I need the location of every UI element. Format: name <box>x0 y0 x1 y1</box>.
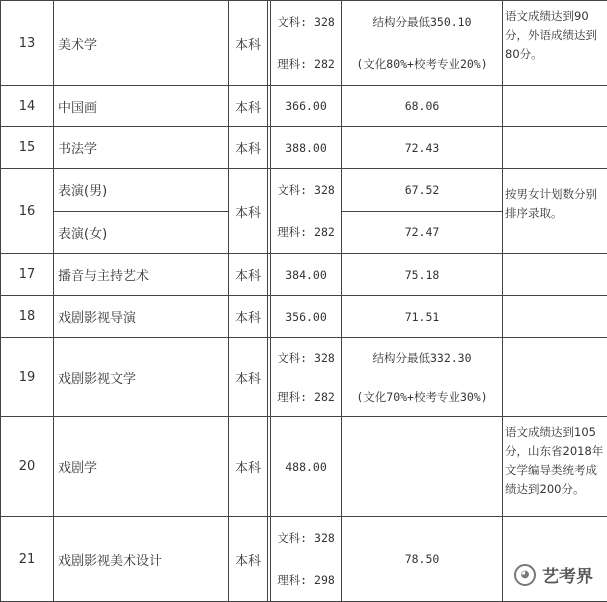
row-number: 14 <box>1 86 54 127</box>
degree-level: 本科 <box>229 127 268 169</box>
line-text: 结构分最低350.10 <box>342 14 502 30</box>
major-name: 书法学 <box>54 127 229 169</box>
degree-level: 本科 <box>229 296 268 338</box>
score-wen: 文科: 328 <box>271 14 341 30</box>
line-cell: 68.06 <box>342 86 503 127</box>
row-number: 19 <box>1 338 54 417</box>
line-note: (文化70%+校考专业30%) <box>342 389 502 405</box>
line-cell <box>342 338 503 417</box>
remark-cell: 语文成绩达到90分，外语成绩达到80分。 <box>503 1 607 86</box>
score-wen: 文科: 328 <box>271 530 341 546</box>
remark-cell <box>503 338 607 417</box>
degree-level: 本科 <box>229 86 268 127</box>
table-row <box>1 417 607 517</box>
score-li: 理科: 282 <box>271 56 341 72</box>
line-cell <box>342 1 503 86</box>
line-text: 结构分最低332.30 <box>342 350 502 366</box>
remark-cell <box>503 517 607 602</box>
score-cell: 488.00 <box>271 417 342 517</box>
major-name: 美术学 <box>54 1 229 86</box>
degree-level: 本科 <box>229 417 268 517</box>
score-cell <box>271 338 342 417</box>
row-number: 20 <box>1 417 54 517</box>
table-row <box>1 296 607 338</box>
line-cell: 71.51 <box>342 296 503 338</box>
score-cell: 388.00 <box>271 127 342 169</box>
degree-level: 本科 <box>229 1 268 86</box>
line-cell: 67.52 <box>342 169 503 212</box>
score-cell <box>271 169 342 254</box>
remark-cell <box>503 254 607 296</box>
wechat-icon: ◕ <box>514 564 536 586</box>
line-cell <box>342 417 503 517</box>
row-number: 13 <box>1 1 54 86</box>
score-cell: 356.00 <box>271 296 342 338</box>
score-li: 理科: 298 <box>271 572 341 588</box>
row-number: 15 <box>1 127 54 169</box>
major-name: 戏剧学 <box>54 417 229 517</box>
watermark-text: 艺考界 <box>542 562 593 587</box>
degree-level: 本科 <box>229 338 268 417</box>
major-name: 表演(女) <box>54 211 229 254</box>
major-name: 戏剧影视文学 <box>54 338 229 417</box>
table-row <box>1 127 607 169</box>
degree-level: 本科 <box>229 169 268 254</box>
major-name: 表演(男) <box>54 169 229 212</box>
row-number: 16 <box>1 169 54 254</box>
line-note: (文化80%+校考专业20%) <box>342 56 502 72</box>
score-li: 理科: 282 <box>271 224 341 240</box>
table-row <box>1 169 607 212</box>
row-number: 17 <box>1 254 54 296</box>
table-row <box>1 517 607 602</box>
remark-cell <box>503 296 607 338</box>
major-name: 播音与主持艺术 <box>54 254 229 296</box>
line-cell: 72.47 <box>342 211 503 254</box>
remark-cell: 按男女计划数分别排序录取。 <box>503 169 607 254</box>
line-cell: 75.18 <box>342 254 503 296</box>
line-cell: 72.43 <box>342 127 503 169</box>
table-row <box>1 338 607 417</box>
degree-level: 本科 <box>229 254 268 296</box>
score-cell <box>271 1 342 86</box>
row-number: 18 <box>1 296 54 338</box>
score-cell: 384.00 <box>271 254 342 296</box>
major-name: 戏剧影视导演 <box>54 296 229 338</box>
degree-level: 本科 <box>229 517 268 602</box>
major-name: 戏剧影视美术设计 <box>54 517 229 602</box>
score-cell: 366.00 <box>271 86 342 127</box>
line-cell: 78.50 <box>342 517 503 602</box>
major-name: 中国画 <box>54 86 229 127</box>
score-wen: 文科: 328 <box>271 350 341 366</box>
score-cell <box>271 517 342 602</box>
remark-cell: 语文成绩达到105分，山东省2018年文学编导类统考成绩达到200分。 <box>503 417 607 517</box>
table-row <box>1 1 607 86</box>
watermark <box>514 562 593 587</box>
remark-cell <box>503 127 607 169</box>
score-li: 理科: 282 <box>271 389 341 405</box>
row-number: 21 <box>1 517 54 602</box>
table-row <box>1 254 607 296</box>
table-row <box>1 86 607 127</box>
score-wen: 文科: 328 <box>271 182 341 198</box>
remark-cell <box>503 86 607 127</box>
